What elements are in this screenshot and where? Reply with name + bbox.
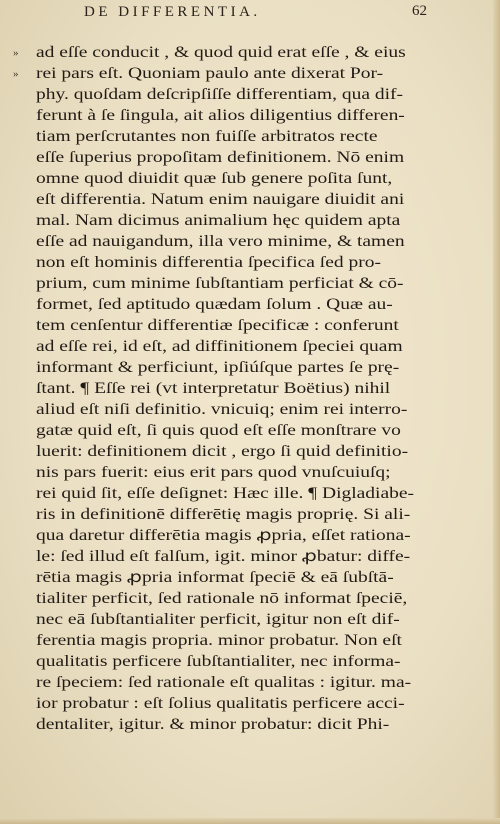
text-line — [36, 463, 456, 483]
text-line-content: eſt differentia. Natum enim nauigare diuidit ani — [36, 191, 405, 208]
text-line-content: prium, cum minime ſubſtantiam perficiat & cō- — [36, 275, 404, 292]
text-line — [36, 400, 456, 420]
text-line-content: nec eā ſubſtantialiter perficit, igitur non eſt dif- — [36, 611, 400, 628]
text-line-content: omne quod diuidit quæ ſub genere poſita ſunt, — [36, 170, 393, 187]
marginal-quote-mark: » — [13, 68, 19, 80]
running-title: DE DIFFERENTIA. — [84, 4, 261, 20]
text-line — [36, 232, 456, 252]
text-line — [36, 652, 456, 672]
text-line-content: tem cenſentur differentiæ ſpecificæ : conferunt — [36, 317, 399, 334]
text-line — [36, 64, 456, 84]
text-line-content: phy. quoſdam deſcripſiſſe differentiam, qua dif- — [36, 86, 403, 103]
text-line — [36, 610, 456, 630]
text-line — [36, 85, 456, 105]
text-line — [36, 442, 456, 462]
text-line — [36, 253, 456, 273]
text-line — [36, 190, 456, 210]
text-line-content: ior probatur : eſt ſolius qualitatis perficere acci- — [36, 695, 405, 712]
text-line — [36, 358, 456, 378]
text-line-content: nis pars fuerit: eius erit pars quod vnuſcuiuſq; — [36, 464, 391, 481]
text-line-content: gatæ quid eſt, ſi quis quod eſt eſſe monſtrare vo — [36, 422, 401, 439]
text-line-content: qua daretur differētia magis ꝓpria, eſſet rationa- — [36, 527, 411, 544]
text-line-content: ferunt à ſe ſingula, ait alios diligentius differen- — [36, 107, 405, 124]
text-line — [36, 148, 456, 168]
text-line — [36, 295, 456, 315]
text-line-content: rei quid ſit, eſſe deſignet: Hæc ille. ¶ Digladiabe- — [36, 485, 415, 502]
text-line — [36, 484, 456, 504]
marginal-quote-mark: » — [13, 47, 19, 59]
text-line-content: eſſe ad nauigandum, illa vero minime, & tamen — [36, 233, 405, 250]
text-line-content: ferentia magis propria. minor probatur. Non eſt — [36, 632, 402, 649]
text-line — [36, 127, 456, 147]
text-line — [36, 274, 456, 294]
text-line — [36, 169, 456, 189]
text-line-content: rei pars eſt. Quoniam paulo ante dixerat Por- — [36, 65, 384, 82]
text-line-content: ad eſſe conducit , & quod quid erat eſſe , & eius — [36, 44, 406, 61]
page-edge-right — [493, 0, 500, 824]
text-line — [36, 421, 456, 441]
text-line — [36, 547, 456, 567]
text-line — [36, 568, 456, 588]
text-line-content: aliud eſt niſi definitio. vnicuiq; enim rei interro- — [36, 401, 408, 418]
text-line-content: informant & perficiunt, ipſiúſque partes ſe prę- — [36, 359, 400, 376]
text-line-content: rētia magis ꝓpria informat ſpeciē & eā ſubſtā- — [36, 569, 394, 586]
text-line-content: ad eſſe rei, id eſt, ad diffinitionem ſpeciei quam — [36, 338, 403, 355]
text-line-content: ſtant. ¶ Eſſe rei (vt interpretatur Boëtius) nihil — [36, 380, 391, 397]
text-line-content: mal. Nam dicimus animalium hęc quidem apta — [36, 212, 401, 229]
text-line-content: eſſe ſuperius propoſitam definitionem. Nō enim — [36, 149, 405, 166]
text-line-content: ris in definitionē differētię magis proprię. Si ali- — [36, 506, 411, 523]
text-line — [36, 673, 456, 693]
text-line-content: dentaliter, igitur. & minor probatur: dicit Phi- — [36, 716, 390, 733]
text-line — [36, 211, 456, 231]
text-line — [36, 505, 456, 525]
text-line-content: tialiter perficit, ſed rationale nō informat ſpeciē, — [36, 590, 408, 607]
text-line-content: formet, ſed aptitudo quædam ſolum . Quæ au- — [36, 296, 393, 313]
text-line — [36, 715, 456, 735]
text-line-content: tiam perſcrutantes non fuiſſe arbitratos recte — [36, 128, 378, 145]
text-line — [36, 337, 456, 357]
text-line — [36, 316, 456, 336]
text-line-content: qualitatis perficere ſubſtantialiter, nec informa- — [36, 653, 401, 670]
page-number: 62 — [412, 3, 427, 19]
text-line — [36, 589, 456, 609]
text-line-content: non eſt hominis differentia ſpecifica ſed pro- — [36, 254, 381, 271]
text-line — [36, 526, 456, 546]
page-edge-bottom — [0, 818, 500, 824]
text-line — [36, 379, 456, 399]
text-line-content: luerit: definitionem dicit , ergo ſi quid definitio- — [36, 443, 409, 460]
text-line-content: re ſpeciem: ſed rationale eſt qualitas : igitur. ma- — [36, 674, 412, 691]
text-line — [36, 694, 456, 714]
text-line — [36, 43, 456, 63]
text-line — [36, 106, 456, 126]
text-line — [36, 631, 456, 651]
text-line-content: le: ſed illud eſt falſum, igit. minor ꝓbatur: diffe- — [36, 548, 411, 565]
